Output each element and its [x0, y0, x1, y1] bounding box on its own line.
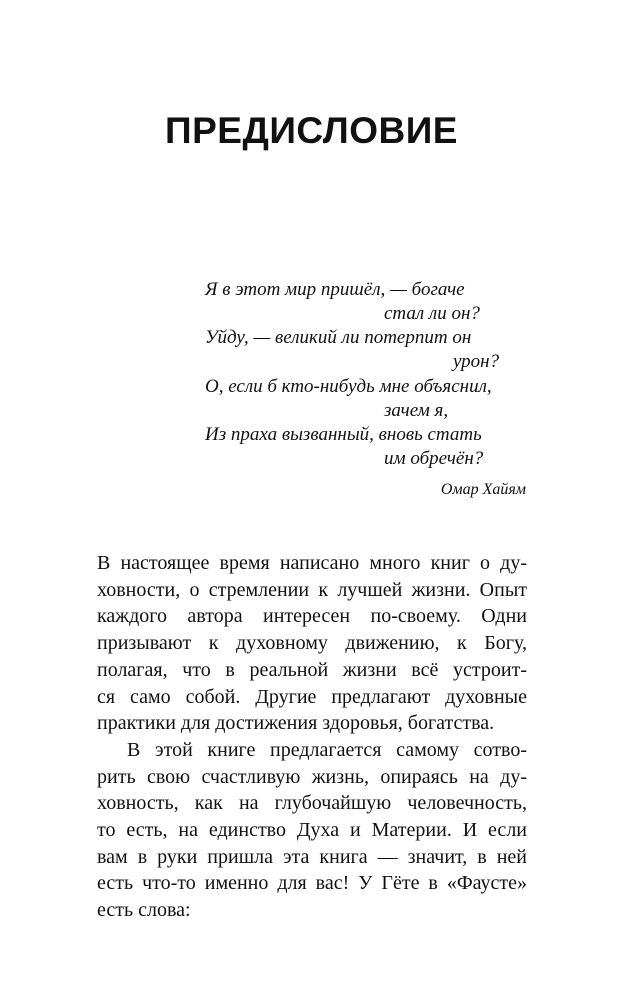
- chapter-heading: ПРЕДИСЛОВИЕ: [165, 110, 458, 151]
- epigraph-author: Омар Хайям: [440, 481, 526, 498]
- text-line: ховность, как на глубочайшую человечность,: [97, 792, 527, 815]
- text-line: практики для достижения здоровья, богатства.: [97, 712, 495, 735]
- epigraph-line: О, если б кто-нибудь мне объяснил,: [205, 376, 492, 397]
- text-line: ховности, о стремлении к лучшей жизни. Опыт: [97, 578, 527, 601]
- text-line: В этой книге предлагается самому сотво-: [127, 738, 527, 761]
- text-line: призывают к духовному движению, к Богу,: [97, 632, 527, 655]
- paragraph: [97, 737, 527, 924]
- text-line: В настоящее время написано много книг о ду-: [97, 552, 527, 574]
- text-line: то есть, на единство Духа и Материи. И если: [97, 819, 527, 842]
- text-line: рить свою счастливую жизнь, опираясь на ду-: [97, 765, 527, 788]
- epigraph-line: урон?: [453, 351, 500, 372]
- text-line: полагая, что в реальной жизни всё устроит-: [97, 658, 527, 681]
- epigraph-line: Уйду, — великий ли потерпит он: [205, 327, 472, 348]
- epigraph-line: им обречён?: [384, 448, 484, 469]
- epigraph-line: зачем я,: [384, 400, 449, 421]
- epigraph-line: Я в этот мир пришёл, — богаче: [205, 279, 465, 300]
- body-text: [97, 550, 527, 924]
- text-line: ся само собой. Другие предлагают духовные: [97, 685, 527, 708]
- text-line: вам в руки пришла эта книга — значит, в ней: [97, 845, 527, 868]
- text-line: каждого автора интересен по-своему. Одни: [97, 605, 527, 628]
- epigraph-line: стал ли он?: [384, 303, 480, 324]
- paragraph: [97, 550, 527, 737]
- text-line: есть слова:: [97, 899, 191, 922]
- epigraph-line: Из праха вызванный, вновь стать: [205, 424, 482, 445]
- text-line: есть что-то именно для вас! У Гёте в «Фаусте»: [97, 872, 527, 895]
